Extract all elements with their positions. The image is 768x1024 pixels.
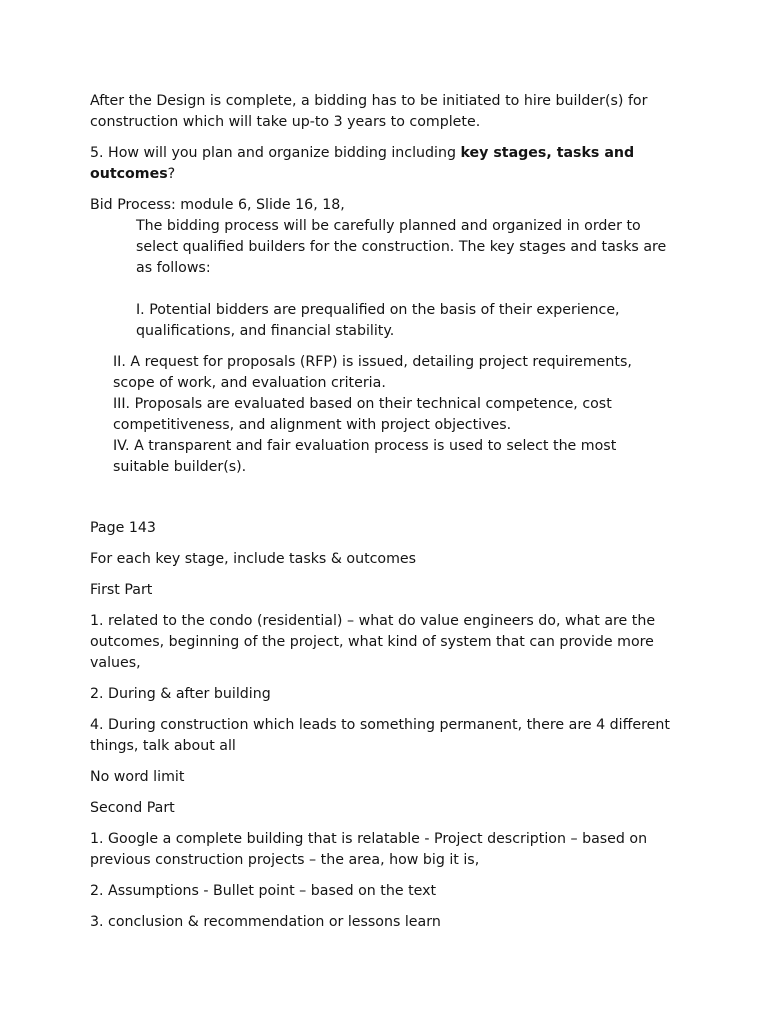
note-key-stage: For each key stage, include tasks & outcomes	[90, 551, 417, 567]
stage-4: IV. A transparent and fair evaluation process is used to select the most suitable builder(s).	[113, 438, 617, 475]
intro-paragraph: After the Design is complete, a bidding has to be initiated to hire builder(s) for construction which will take up-to 3 years to complete.	[90, 93, 648, 130]
note-word-limit: No word limit	[90, 769, 185, 785]
bid-process-heading: Bid Process: module 6, Slide 16, 18,	[90, 197, 345, 213]
note-second-part-1: 1. Google a complete building that is relatable - Project description – based on previous construction projects – the area, how big it is,	[90, 831, 648, 868]
note-first-part-1: 1. related to the condo (residential) – what do value engineers do, what are the outcomes, beginning of the project, what kind of system that can provide more values,	[90, 613, 656, 671]
stage-3: III. Proposals are evaluated based on their technical competence, cost competitiveness, and alignment with project objectives.	[113, 396, 612, 433]
bid-process-indented-block	[136, 216, 676, 342]
stage-2: II. A request for proposals (RFP) is issued, detailing project requirements, scope of work, and evaluation criteria.	[113, 354, 632, 391]
note-first-part-heading: First Part	[90, 582, 153, 598]
note-second-part-heading: Second Part	[90, 800, 175, 816]
question-5-prefix: 5. How will you plan and organize bidding including	[90, 145, 461, 161]
spacer	[90, 478, 680, 518]
stage-1: I. Potential bidders are prequalified on the basis of their experience, qualifications, and financial stability.	[136, 302, 620, 339]
question-5-suffix: ?	[167, 166, 176, 182]
note-second-part-3: 3. conclusion & recommendation or lessons learn	[90, 914, 441, 930]
question-5-bold: key stages, tasks and outcomes	[90, 145, 635, 182]
note-second-part-2: 2. Assumptions - Bullet point – based on the text	[90, 883, 437, 899]
stages-list	[113, 352, 673, 478]
document-body	[90, 91, 680, 943]
note-page-reference: Page 143	[90, 520, 156, 536]
note-first-part-2: 2. During & after building	[90, 686, 271, 702]
bid-process-intro: The bidding process will be carefully planned and organized in order to select qualified builders for the construction. The key stages and tasks are as follows:	[136, 218, 667, 276]
note-first-part-4: 4. During construction which leads to something permanent, there are 4 different things, talk about all	[90, 717, 670, 754]
question-5	[90, 143, 680, 185]
